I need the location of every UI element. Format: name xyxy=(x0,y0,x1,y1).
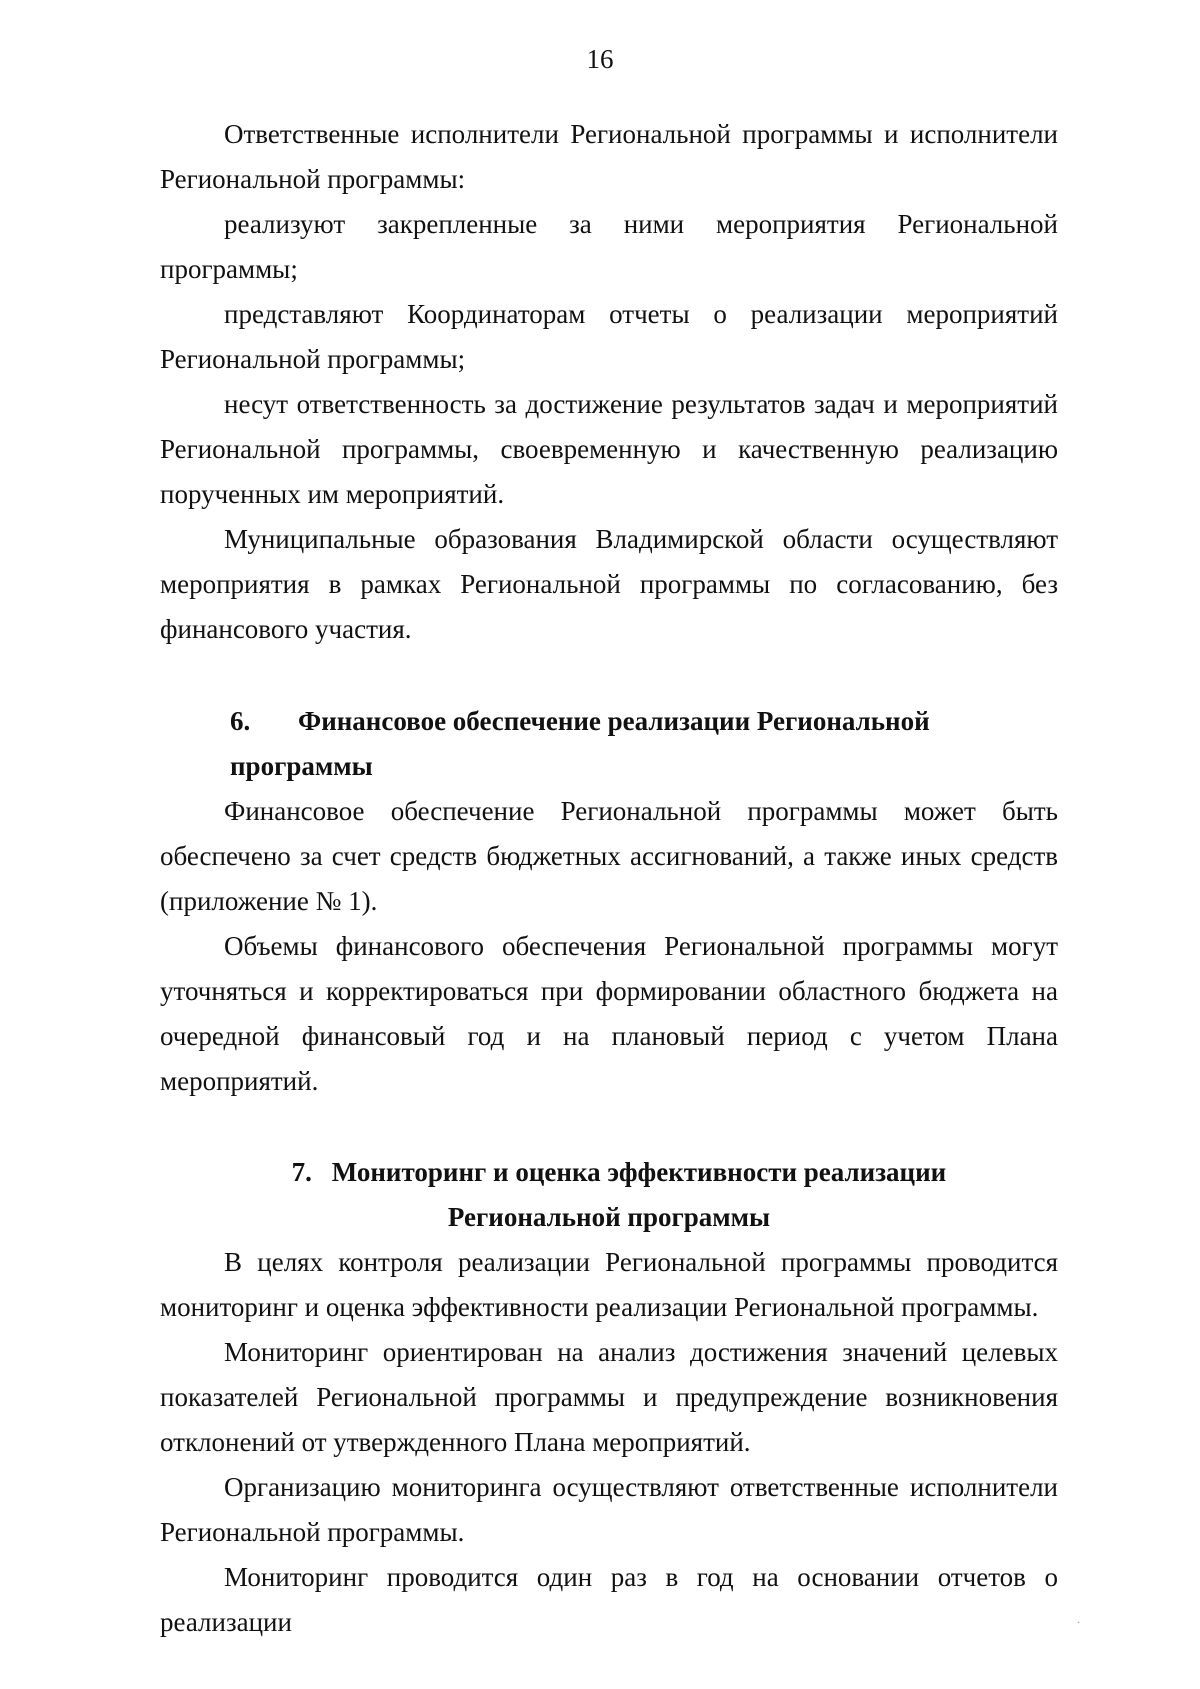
section-7-title-line-1 xyxy=(160,1150,1058,1195)
paragraph: Финансовое обеспечение Региональной программы может быть обеспечено за счет средств бюджетных ассигнований, а также иных средств (приложение № 1). xyxy=(160,796,1058,916)
paragraph: Ответственные исполнители Региональной программы и исполнители Региональной программы: xyxy=(160,119,1058,194)
paragraph: несут ответственность за достижение результатов задач и мероприятий Региональной программы, своевременную и качественную реализацию порученных им мероприятий. xyxy=(160,389,1058,509)
section-7-title-line-2: Региональной программы xyxy=(447,1202,771,1232)
section-title: Финансовое обеспечение реализации Региональной программы xyxy=(230,706,930,781)
section-title: Мониторинг и оценка эффективности реализации xyxy=(331,1157,947,1187)
document-body xyxy=(160,112,1058,1645)
paragraph: Мониторинг проводится один раз в год на основании отчетов о реализации xyxy=(160,1562,1058,1637)
paragraph: Мониторинг ориентирован на анализ достижения значений целевых показателей Региональной программы и предупреждение возникновения отклонений от утвержденного Плана мероприятий. xyxy=(160,1337,1058,1457)
section-7-heading xyxy=(160,1150,1058,1240)
paragraph: В целях контроля реализации Региональной программы проводится мониторинг и оценка эффективности реализации Региональной программы. xyxy=(160,1247,1058,1322)
scan-mark: . xyxy=(1077,1612,1080,1626)
paragraph: Муниципальные образования Владимирской области осуществляют мероприятия в рамках Региональной программы по согласованию, без финансового участия. xyxy=(160,524,1058,644)
section-number: 7. xyxy=(291,1157,312,1187)
section-number: 6. xyxy=(230,706,251,736)
paragraph: Организацию мониторинга осуществляют ответственные исполнители Региональной программы. xyxy=(160,1472,1058,1547)
section-6-heading xyxy=(160,699,1058,789)
page-number: 16 xyxy=(586,44,614,74)
paragraph: реализуют закрепленные за ними мероприятия Региональной программы; xyxy=(160,209,1058,284)
paragraph: представляют Координаторам отчеты о реализации мероприятий Региональной программы; xyxy=(160,299,1058,374)
paragraph: Объемы финансового обеспечения Региональной программы могут уточняться и корректироваться при формировании областного бюджета на очередной финансовый год и на плановый период с учетом Плана мероприятий. xyxy=(160,931,1058,1096)
